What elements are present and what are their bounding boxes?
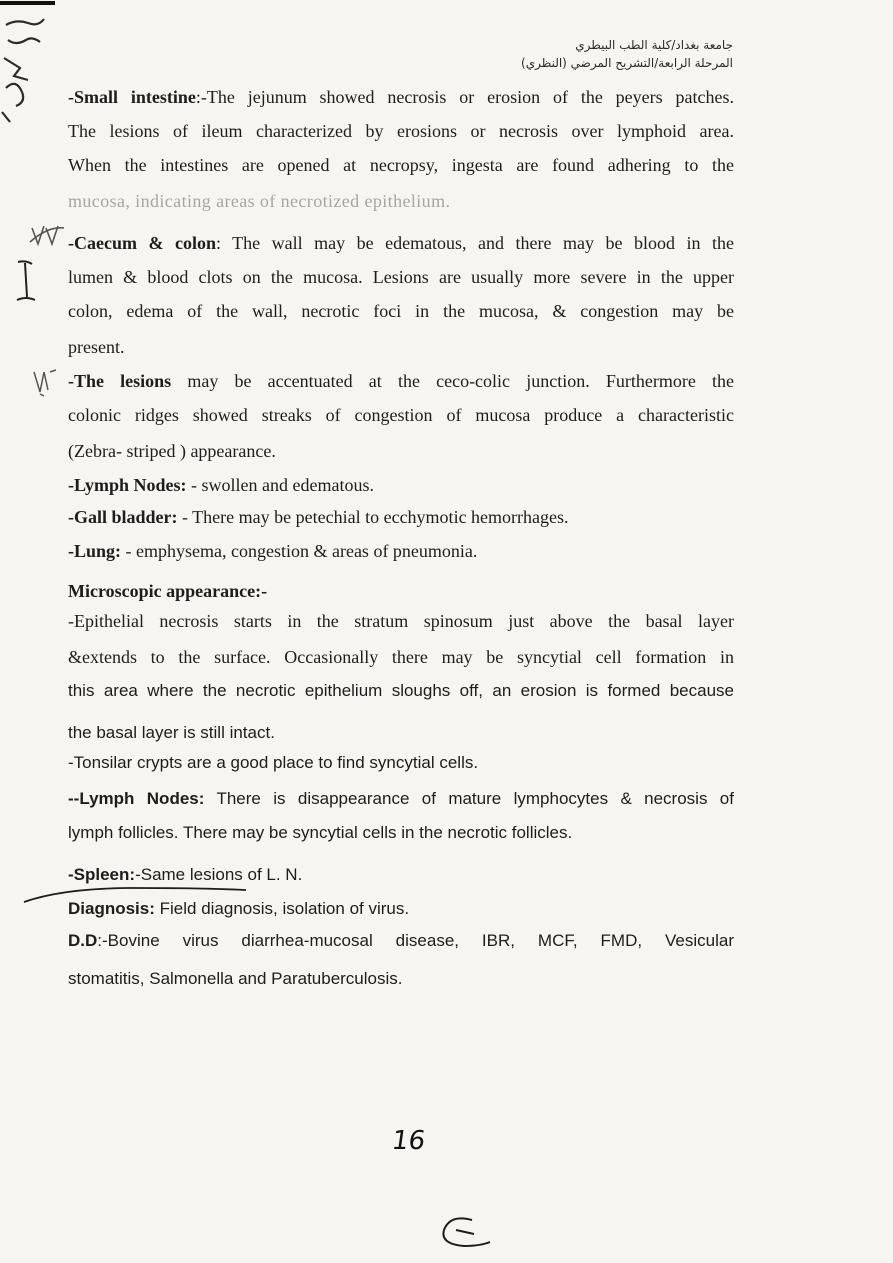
text-line: present. <box>68 337 125 357</box>
arabic-header <box>413 36 733 72</box>
line-label: Microscopic appearance <box>68 581 256 601</box>
header-line-course: المرحلة الرابعة/التشريح المرضي (النظري) <box>521 56 733 70</box>
text-line: the basal layer is still intact. <box>68 723 275 742</box>
text-line: colonic ridges showed streaks of congestion of mucosa produce a characteristic <box>68 405 734 425</box>
text-line: -Caecum & colon: The wall may be edematous, and there may be blood in the <box>68 233 734 253</box>
text-line: -Tonsilar crypts are a good place to find syncytial cells. <box>68 753 479 772</box>
text-line: -Gall bladder: - There may be petechial to ecchymotic hemorrhages. <box>68 507 569 527</box>
line-label: -Caecum & colon <box>68 233 216 253</box>
text-line: --Lymph Nodes: There is disappearance of mature lymphocytes & necrosis of <box>68 789 734 808</box>
text-line: -Lymph Nodes: - swollen and edematous. <box>68 475 374 495</box>
header-line-university: جامعة بغداد/كلية الطب البيطري <box>575 38 733 52</box>
line-label: -Spleen: <box>68 865 136 884</box>
line-label: D.D <box>68 931 98 950</box>
text-line: lumen & blood clots on the mucosa. Lesions are usually more severe in the upper <box>68 267 734 287</box>
section-heading: Microscopic appearance:- <box>68 581 268 601</box>
text-line: When the intestines are opened at necropsy, ingesta are found adhering to the <box>68 155 734 175</box>
text-line: -Spleen:-Same lesions of L. N. <box>68 865 303 884</box>
text-line: D.D:-Bovine virus diarrhea-mucosal disease, IBR, MCF, FMD, Vesicular <box>68 931 734 950</box>
text-line: lymph follicles. There may be syncytial cells in the necrotic follicles. <box>68 823 573 842</box>
line-label: Diagnosis: <box>68 899 155 918</box>
page-number: 16 <box>389 1126 428 1156</box>
margin-scribble-top-left <box>0 0 60 130</box>
text-line-faded: mucosa, indicating areas of necrotized epithelium. <box>68 191 451 211</box>
text-line: -Small intestine:-The jejunum showed necrosis or erosion of the peyers patches. <box>68 87 734 107</box>
text-line: this area where the necrotic epithelium sloughs off, an erosion is formed because <box>68 681 734 700</box>
line-label: -Small intestine <box>68 87 196 107</box>
text-line: The lesions of ileum characterized by erosions or necrosis over lymphoid area. <box>68 121 734 141</box>
text-line: &extends to the surface. Occasionally there may be syncytial cell formation in <box>68 647 734 667</box>
text-line: -Lung: - emphysema, congestion & areas of pneumonia. <box>68 541 478 561</box>
text-line: colon, edema of the wall, necrotic foci in the mucosa, & congestion may be <box>68 301 734 321</box>
line-label: -Lung: <box>68 541 122 561</box>
text-line: -Epithelial necrosis starts in the stratum spinosum just above the basal layer <box>68 611 734 631</box>
text-line: stomatitis, Salmonella and Paratuberculosis. <box>68 969 403 988</box>
line-label: -The lesions <box>68 371 172 391</box>
line-label: -Gall bladder: <box>68 507 178 527</box>
text-line: (Zebra- striped ) appearance. <box>68 441 276 461</box>
bottom-scribble <box>438 1212 498 1252</box>
line-label: --Lymph Nodes: <box>68 789 205 808</box>
text-line: Diagnosis: Field diagnosis, isolation of virus. <box>68 899 410 918</box>
line-label: -Lymph Nodes: <box>68 475 187 495</box>
text-line: -The lesions may be accentuated at the ceco-colic junction. Furthermore the <box>68 371 734 391</box>
margin-mark-i <box>12 258 40 304</box>
margin-mark-ii <box>28 222 68 250</box>
pen-underline <box>22 882 252 906</box>
margin-mark-iii <box>30 368 66 398</box>
